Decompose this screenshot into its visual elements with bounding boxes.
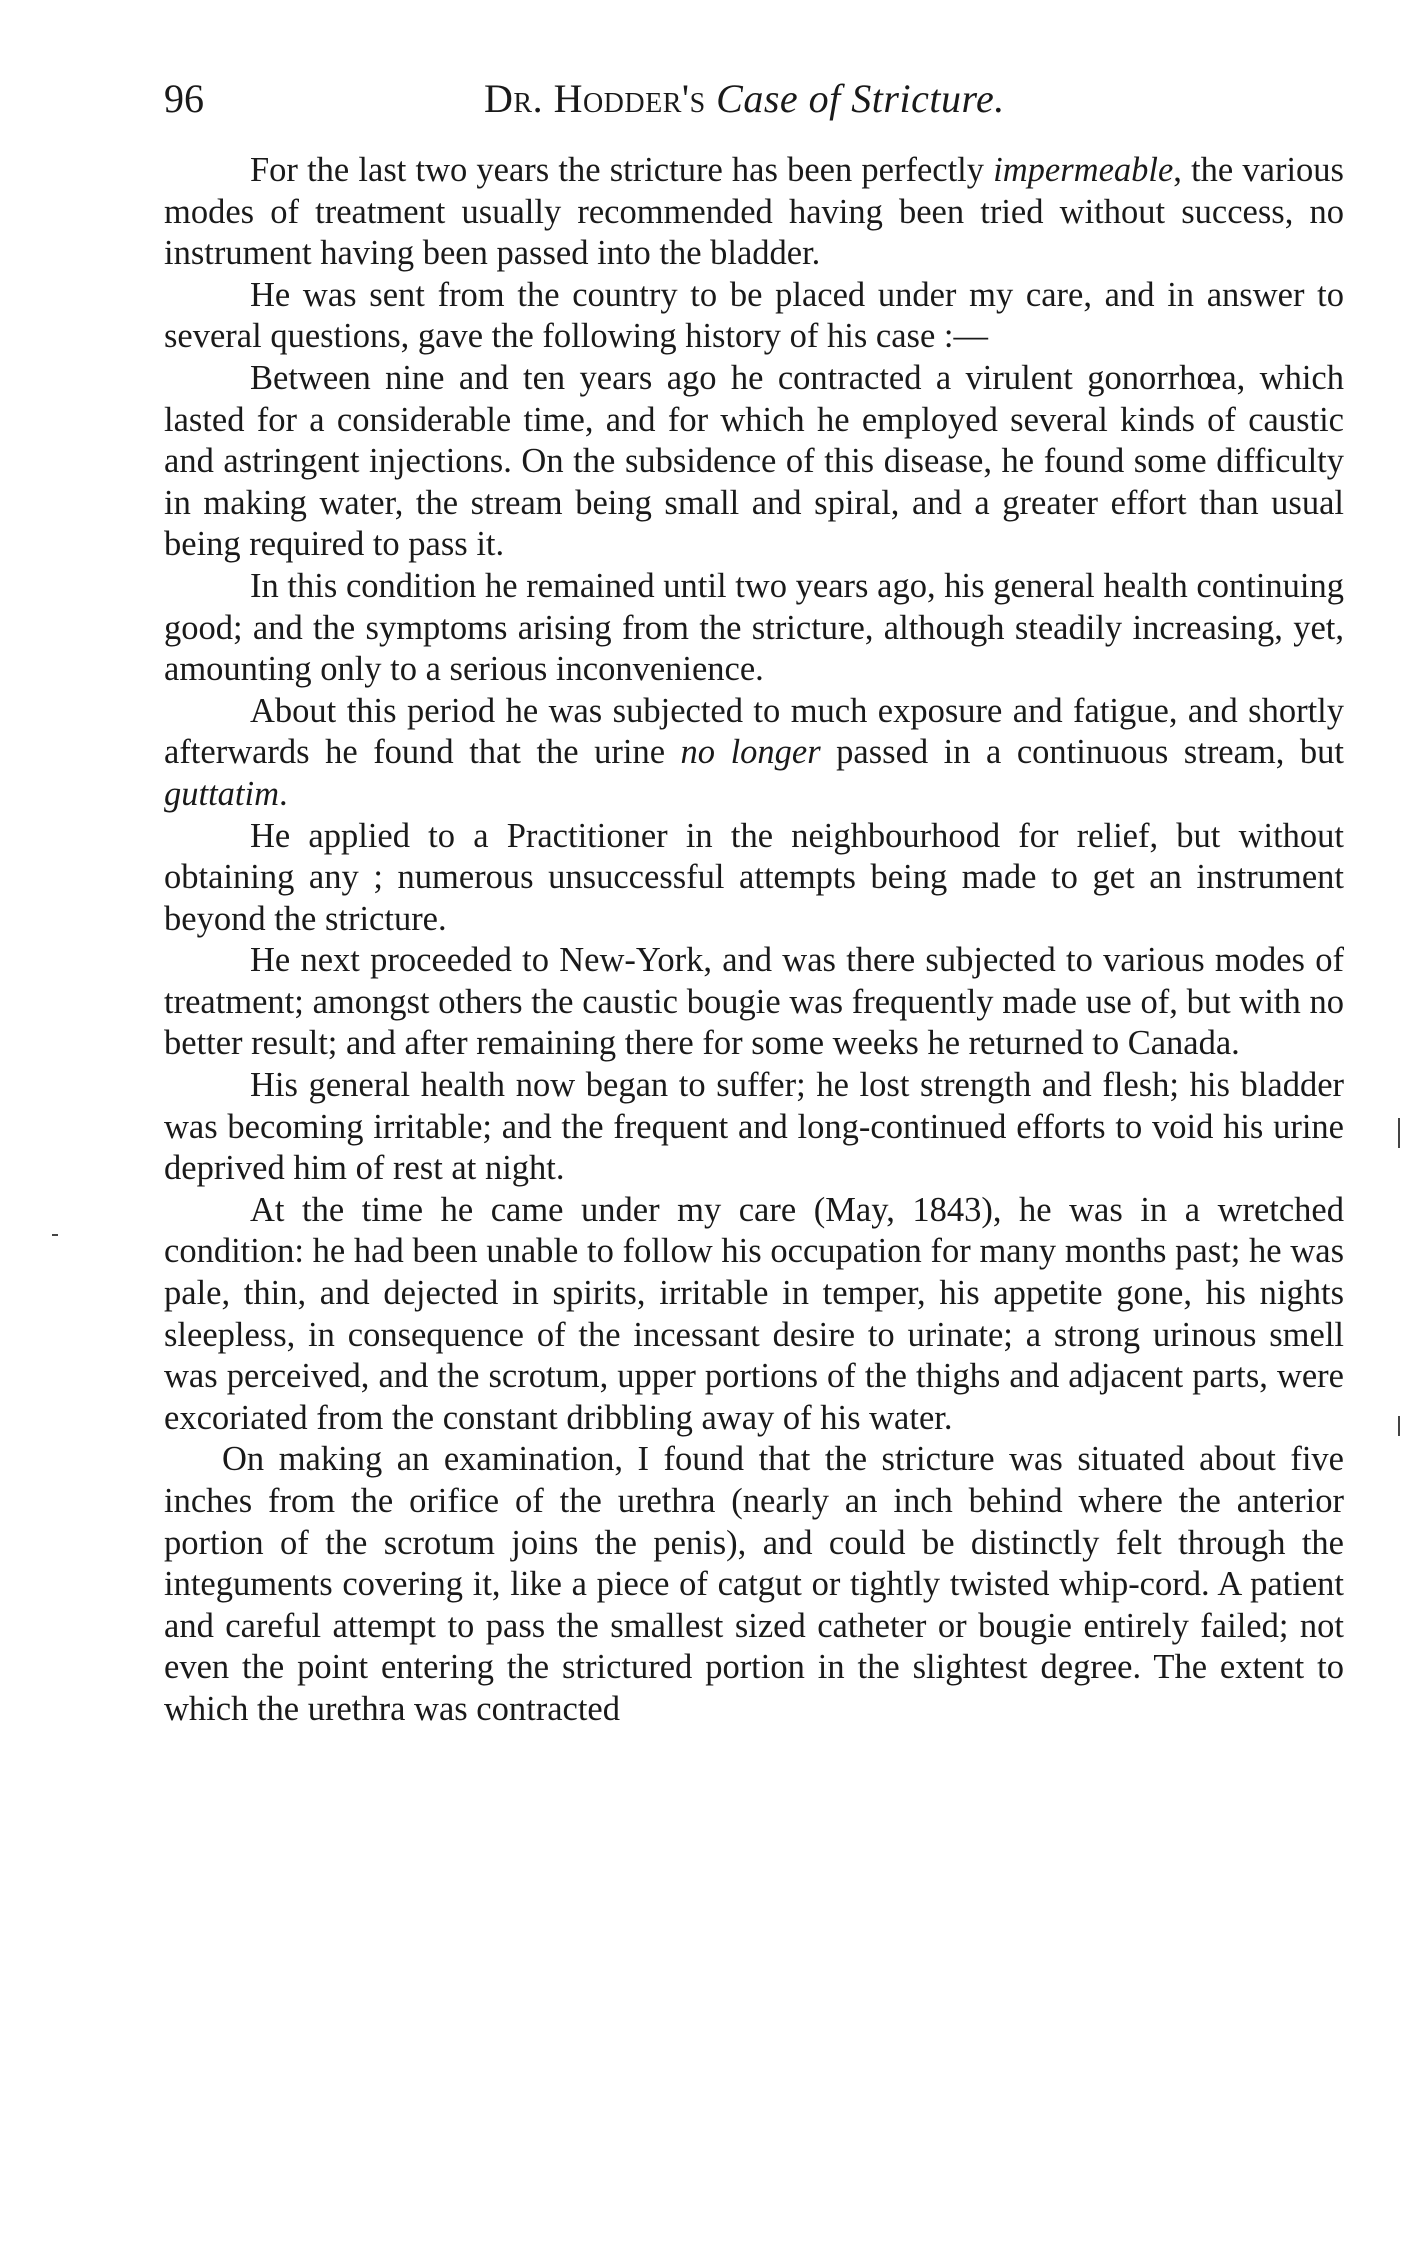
text-run: Between nine and ten years ago he contracted a virulent gonorrhœa, which lasted for a considerable time, and for which he employed several kinds of caustic and astringent injections. On the subsidence of this disease, he found some difficulty in making water, the stream being small and spiral, and a greater effort than usual being required to pass it. bbox=[164, 358, 1344, 564]
body-text bbox=[164, 150, 1344, 1731]
page-number: 96 bbox=[164, 76, 204, 121]
paragraph bbox=[164, 816, 1344, 941]
running-title-author: Dr. Hodder's bbox=[484, 76, 706, 121]
page-header bbox=[164, 74, 1344, 124]
text-run: At the time he came under my care (May, 1843), he was in a wretched condition: he had been unable to follow his occupation for many months past; he was pale, thin, and dejected in spirits, irritable in temper, his appetite gone, his nights sleepless, in consequence of the incessant desire to urinate; a strong urinous smell was perceived, and the scrotum, upper portions of the thighs and adjacent parts, were excoriated from the constant dribbling away of his water. bbox=[164, 1190, 1344, 1437]
text-run: He applied to a Practitioner in the neighbourhood for relief, but without obtaining any ; numerous unsuccessful attempts being made to get an instrument beyond the stricture. bbox=[164, 816, 1344, 938]
italic-text: guttatim bbox=[164, 774, 280, 813]
paragraph bbox=[164, 1439, 1344, 1730]
paragraph bbox=[164, 691, 1344, 816]
text-run: On making an examination, I found that the stricture was situated about five inches from the orifice of the urethra (nearly an inch behind where the anterior portion of the scrotum joins the penis), and could be distinctly felt through the integuments covering it, like a piece of catgut or tightly twisted whip-cord. A patient and careful attempt to pass the smallest sized catheter or bougie entirely failed; not even the point entering the strictured portion in the slightest degree. The extent to which the urethra was contracted bbox=[164, 1440, 1344, 1728]
paragraph bbox=[164, 358, 1344, 566]
running-title-subject: Case of Stricture. bbox=[716, 76, 1005, 121]
text-run: , the various modes of treatment usually recommended having been tried without success, no instrument having been passed into the bladder. bbox=[164, 151, 1344, 273]
text-run: For the last two years the stricture has been perfectly bbox=[250, 151, 994, 189]
text-run: About this period he was subjected to much exposure and fatigue, and shortly afterwards he found that the urine bbox=[164, 691, 1344, 772]
paragraph bbox=[164, 1065, 1344, 1190]
margin-mark bbox=[1398, 1416, 1400, 1436]
text-run: He was sent from the country to be placed under my care, and in answer to several questions, gave the following history of his case :— bbox=[164, 275, 1344, 356]
text-run: In this condition he remained until two years ago, his general health continuing good; and the symptoms arising from the stricture, although steadily increasing, yet, amounting only to a serious inconvenience. bbox=[164, 566, 1344, 689]
paragraph bbox=[164, 275, 1344, 358]
text-run: He next proceeded to New-York, and was there subjected to various modes of treatment; amongst others the caustic bougie was frequently made use of, but with no better result; and after remaining there for some weeks he returned to Canada. bbox=[164, 941, 1344, 1063]
paragraph bbox=[164, 940, 1344, 1065]
text-run: passed in a continuous stream, but bbox=[820, 733, 1344, 772]
italic-text: impermeable bbox=[993, 151, 1174, 189]
paragraph bbox=[164, 150, 1344, 275]
margin-mark bbox=[52, 1234, 58, 1236]
text-run: His general health now began to suffer; he lost strength and flesh; his bladder was becoming irritable; and the frequent and long-continued efforts to void his urine deprived him of rest at night. bbox=[164, 1066, 1344, 1188]
paragraph bbox=[164, 566, 1344, 691]
italic-text: no longer bbox=[680, 733, 821, 772]
margin-mark bbox=[1398, 1118, 1400, 1148]
text-run: . bbox=[279, 774, 288, 813]
paragraph bbox=[164, 1190, 1344, 1440]
running-title bbox=[484, 74, 1005, 124]
